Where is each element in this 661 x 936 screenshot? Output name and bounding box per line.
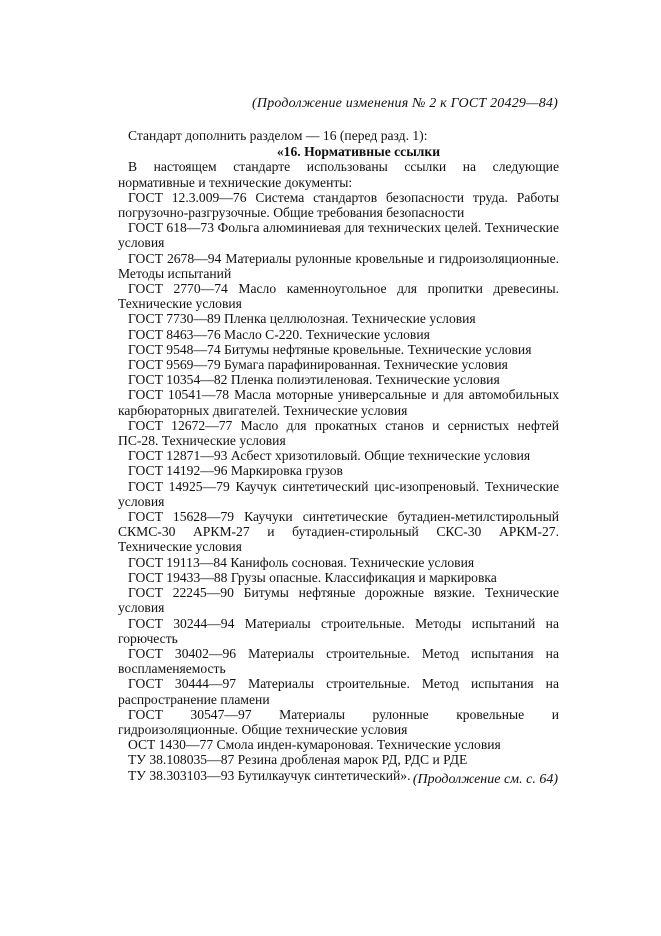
- reference-item: ОСТ 1430—77 Смола инден-кумароновая. Технические условия: [128, 737, 501, 753]
- reference-item: ГОСТ 22245—90 Битумы нефтяные дорожные вязкие. Технические условия: [118, 585, 559, 616]
- reference-item: ГОСТ 19433—88 Грузы опасные. Классификация и маркировка: [128, 569, 497, 585]
- reference-item: ГОСТ 12871—93 Асбест хризотиловый. Общие технические условия: [128, 448, 531, 464]
- reference-item: ГОСТ 10541—78 Масла моторные универсальные и для автомобильных карбюраторных двигателей. Технические условия: [118, 387, 559, 418]
- reference-item: ГОСТ 19113—84 Канифоль сосновая. Технические условия: [128, 554, 475, 570]
- reference-list: [118, 190, 559, 783]
- intro-paragraph: Стандарт дополнить разделом — 16 (перед разд. 1):: [128, 128, 428, 143]
- reference-item: ГОСТ 14192—96 Маркировка грузов: [128, 463, 343, 479]
- section-lead-paragraph: В настоящем стандарте использованы ссылки на следующие нормативные и технические документы:: [118, 159, 559, 190]
- reference-item: ГОСТ 30402—96 Материалы строительные. Метод испытания на воспламеняемость: [118, 645, 559, 677]
- reference-item: ГОСТ 7730—89 Пленка целлюлозная. Технические условия: [128, 311, 476, 327]
- reference-item: ГОСТ 30444—97 Материалы строительные. Метод испытания на распространение пламени: [118, 676, 559, 707]
- section-title: «16. Нормативные ссылки: [276, 144, 441, 160]
- reference-item: ГОСТ 9569—79 Бумага парафинированная. Технические условия: [128, 357, 508, 373]
- reference-item: ГОСТ 10354—82 Пленка полиэтиленовая. Технические условия: [128, 372, 500, 388]
- reference-item: ГОСТ 2678—94 Материалы рулонные кровельные и гидроизоляционные. Методы испытаний: [118, 250, 559, 281]
- document-body: [118, 128, 559, 783]
- reference-item: ТУ 38.108035—87 Резина дробленая марок РД, РДС и РДЕ: [128, 752, 468, 768]
- reference-item: ГОСТ 30547—97 Материалы рулонные кровельные и гидроизоляционные. Общие технические условия: [118, 706, 559, 737]
- reference-item: ГОСТ 14925—79 Каучук синтетический цис-изопреновый. Технические условия: [118, 478, 559, 509]
- reference-item: ГОСТ 9548—74 Битумы нефтяные кровельные. Технические условия: [128, 341, 532, 357]
- reference-item: ГОСТ 8463—76 Масло С-220. Технические условия: [128, 326, 430, 342]
- reference-item: ГОСТ 618—73 Фольга алюминиевая для технических целей. Технические условия: [118, 220, 559, 251]
- reference-item: ГОСТ 15628—79 Каучуки синтетические бутадиен-метилстирольный СКМС-30 АРКМ-27 и бутадиен-стирольный СКС-30 АРКМ-27. Технические условия: [118, 509, 559, 555]
- reference-item: ГОСТ 12.3.009—76 Система стандартов безопасности труда. Работы погрузочно-разгрузочные. Общие требования безопасности: [118, 189, 559, 221]
- continuation-header: (Продолжение изменения № 2 к ГОСТ 20429—84): [252, 96, 558, 111]
- reference-item: ГОСТ 30244—94 Материалы строительные. Методы испытаний на горючесть: [118, 615, 559, 646]
- continuation-footer: (Продолжение см. с. 64): [412, 772, 558, 787]
- reference-item: ГОСТ 2770—74 Масло каменноугольное для пропитки древесины. Технические условия: [118, 281, 559, 312]
- reference-item: ТУ 38.303103—93 Бутилкаучук синтетический».: [128, 767, 411, 783]
- reference-item: ГОСТ 12672—77 Масло для прокатных станов и сернистых нефтей ПС-28. Технические условия: [118, 417, 559, 449]
